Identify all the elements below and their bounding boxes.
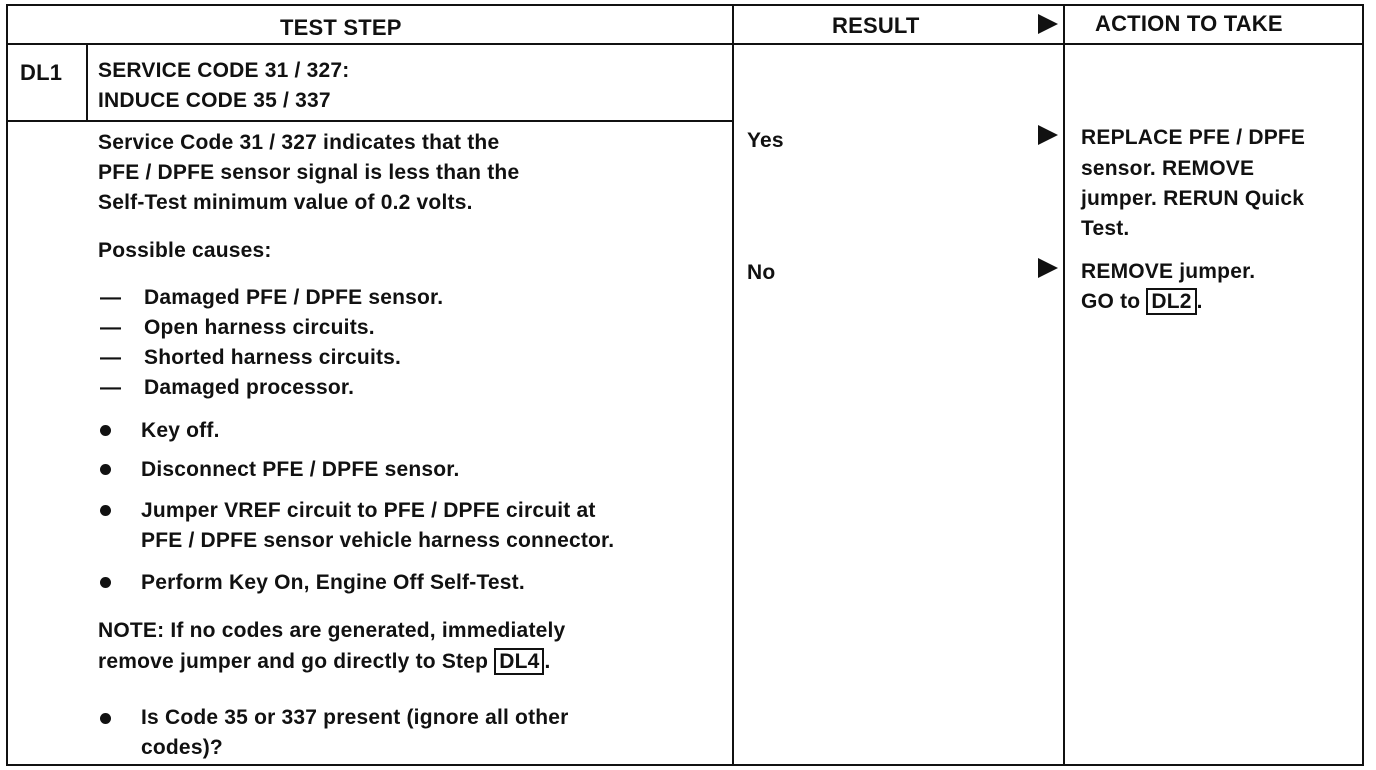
step-id: DL1 [20, 60, 63, 85]
procedure-step: Perform Key On, Engine Off Self-Test. [141, 571, 525, 594]
table-left-border [6, 4, 8, 766]
header-action-to-take: ACTION TO TAKE [1095, 11, 1283, 36]
step-title-line-2: INDUCE CODE 35 / 337 [98, 89, 331, 112]
procedure-step: Disconnect PFE / DPFE sensor. [141, 458, 460, 481]
bullet-icon [100, 577, 111, 588]
action-no-line-2 [1081, 287, 1203, 317]
action-no-go-to: GO to [1081, 290, 1141, 313]
dash-icon: — [100, 286, 122, 309]
step-reference-dl2[interactable]: DL2 [1146, 288, 1196, 315]
dash-icon: — [100, 316, 122, 339]
result-yes: Yes [747, 129, 784, 152]
result-no-arrow-icon [1038, 258, 1058, 278]
header-arrow-icon [1038, 14, 1058, 34]
action-yes-line-2: sensor. REMOVE [1081, 157, 1255, 180]
header-test-step: TEST STEP [280, 15, 402, 40]
cause-item: Open harness circuits. [144, 316, 375, 339]
step-title-bottom-border [6, 120, 734, 122]
procedure-step: Key off. [141, 419, 220, 442]
procedure-step-continued: PFE / DPFE sensor vehicle harness connector. [141, 529, 615, 552]
cause-item: Shorted harness circuits. [144, 346, 402, 369]
table-bottom-border [6, 764, 1364, 766]
header-bottom-border [6, 43, 1364, 45]
table-right-border [1362, 4, 1364, 766]
causes-heading: Possible causes: [98, 239, 272, 262]
table-top-border [6, 4, 1364, 6]
action-no-period: . [1196, 290, 1203, 313]
question-line-2: codes)? [141, 736, 223, 759]
question-line-1: Is Code 35 or 337 present (ignore all other [141, 706, 569, 729]
step-id-divider [86, 44, 88, 122]
bullet-icon [100, 505, 111, 516]
bullet-icon [100, 713, 111, 724]
dash-icon: — [100, 346, 122, 369]
header-result: RESULT [832, 13, 920, 38]
bullet-icon [100, 425, 111, 436]
dash-icon: — [100, 376, 122, 399]
note-period: . [544, 650, 551, 673]
step-reference-dl4[interactable]: DL4 [494, 648, 544, 675]
result-yes-arrow-icon [1038, 125, 1058, 145]
note-line-2-text: remove jumper and go directly to Step [98, 650, 489, 673]
cause-item: Damaged PFE / DPFE sensor. [144, 286, 444, 309]
action-no-line-1: REMOVE jumper. [1081, 260, 1256, 283]
result-no: No [747, 261, 776, 284]
action-yes-line-4: Test. [1081, 217, 1130, 240]
intro-line-3: Self-Test minimum value of 0.2 volts. [98, 191, 473, 214]
result-column-left-border [732, 4, 734, 766]
cause-item: Damaged processor. [144, 376, 355, 399]
action-yes-line-3: jumper. RERUN Quick [1081, 187, 1305, 210]
procedure-step: Jumper VREF circuit to PFE / DPFE circuit at [141, 499, 596, 522]
intro-line-1: Service Code 31 / 327 indicates that the [98, 131, 500, 154]
action-column-left-border [1063, 4, 1065, 766]
intro-line-2: PFE / DPFE sensor signal is less than the [98, 161, 520, 184]
step-title-line-1: SERVICE CODE 31 / 327: [98, 59, 350, 82]
note-line-1: NOTE: If no codes are generated, immediately [98, 619, 566, 642]
action-yes-line-1: REPLACE PFE / DPFE [1081, 126, 1306, 149]
bullet-icon [100, 464, 111, 475]
note-line-2 [98, 647, 551, 677]
